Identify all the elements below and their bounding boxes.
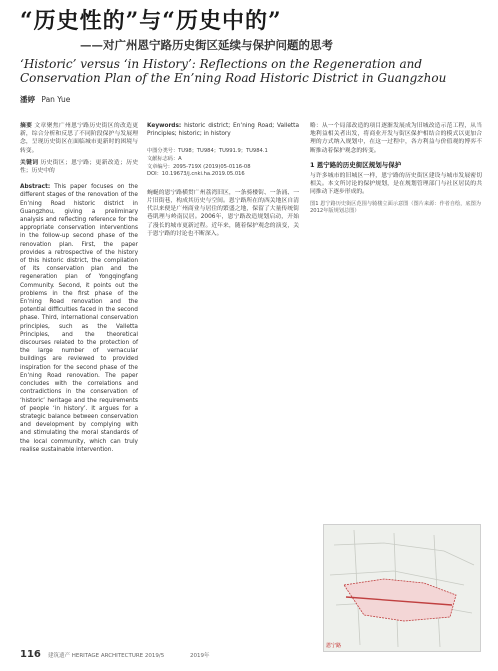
- map-illustration: [324, 525, 480, 651]
- abstract-cn: [20, 122, 138, 155]
- keywords-en-label: Keywords:: [147, 123, 182, 129]
- article-subtitle-cn: ——对广州恩宁路历史街区延续与保护问题的思考: [80, 38, 333, 52]
- abstract-en: [20, 183, 138, 454]
- author-name-cn: 潘婷: [20, 95, 35, 104]
- meta-line: DOI：10.19673/j.cnki.ha.2019.05.016: [147, 171, 245, 178]
- author-name-en: Pan Yue: [41, 95, 71, 104]
- keywords-cn-text: 历史街区；恩宁路；更新改造；历史性；历史中的: [20, 159, 138, 175]
- body-paragraph: 略：从一个局部改造的项目逐渐发展成为旧城改造示范工程，从当地利益相关者出发，将商业开发与街区保护相结合的模式以更加合理的方式纳入规划中，在这一过程中，各方利益与价值观的博弈不断推动着保护观念的转变。: [310, 123, 482, 154]
- keywords-en-text: historic district; En’ning Road; Valletta Principles; historic; in history: [147, 123, 299, 138]
- article-title-cn: “历史性的”与“历史中的”: [20, 8, 282, 34]
- body-paragraph: 与许多城市的旧城区一样，恩宁路的历史街区建设与城市发展密切相关。本文所讨论的保护规划，是在规划管理部门与社区居民的共同推动下逐步形成的。: [310, 173, 482, 196]
- district-map-figure: [323, 524, 481, 652]
- footer-year: 2019年: [190, 653, 210, 659]
- abstract-en-label: Abstract:: [20, 184, 51, 191]
- keywords-cn-label: 关键词: [20, 159, 39, 166]
- abstract-cn-label: 摘要: [20, 123, 33, 129]
- map-label: 恩宁路: [326, 643, 342, 649]
- middle-column: [147, 122, 299, 242]
- meta-line: 文献标志码：A: [147, 156, 182, 162]
- keywords-cn: [20, 159, 138, 175]
- section-heading: 1 恩宁路的历史街区规划与保护: [310, 160, 402, 169]
- meta-line: 文章编号：2095-719X (2019)05-0116-08: [147, 163, 251, 170]
- left-column: [20, 122, 138, 458]
- abstract-cn-text: 文章聚焦广州恩宁路历史街区的改造更新，综合分析和反思了不同阶段保护与发展理念，呈现历史街区在面临城市更新时的困境与转变。: [20, 123, 138, 154]
- page-number: 116: [20, 649, 41, 660]
- abstract-en-text: This paper focuses on the different stages of the renovation of the En’ning Road historic district in Guangzhou, giving a preliminary analysis and reflecting reference for the appropriate conservation interventions in the follow-up second phase of the renovation plan. First, the paper provides a retrospective of the history of this historic district, the compilation of its conservation plan and the regeneration plan of Yongqingfang Community. Second, it points out the problems in the first phase of the En’ning Road renovation and the potential difficulties faced in the second phase. Third, international conservation principles, such as the Valletta Principles, and the theoretical discourses related to the protection of the large number of vernacular buildings are reviewed to provided inspiration for the second phase of the En’ning Road renovation. The paper concludes with the correlations and contradictions in the conservation of ‘historic’ heritage and the requirements of people ‘in history’. It argues for a strategic balance between conservation and development by complying with and stimulating the moral standards of the local community, which can truly realise sustainable intervention.: [20, 184, 139, 453]
- meta-line: 中图分类号：TU98；TU984；TU991.9；TU984.1: [147, 148, 268, 155]
- keywords-en: [147, 122, 299, 138]
- article-title-en: ‘Historic’ versus ‘in History’: Reflections on the Regeneration and Conservation Plan of the En’ning Road Historic District in Guangzhou: [20, 57, 447, 85]
- author-line: [20, 94, 70, 105]
- body-paragraph: 蜿蜒的恩宁路横贯广州荔湾旧区，一条骑楼街、一条涌、一片旧街巷，构成其历史与空间。恩宁路所在的西关地区自清代以来便是广州商业与居住的繁盛之地，保留了大量传统街巷肌理与岭南民居。2006年，恩宁路改造规划启动，开始了漫长的城市更新过程。近年来，随着保护观念的演变，关于恩宁路的讨论也不断深入。: [147, 189, 299, 237]
- page-footer: [20, 649, 482, 661]
- article-metadata: [147, 148, 299, 178]
- journal-name: 建筑遗产 HERITAGE ARCHITECTURE 2019/5: [48, 653, 165, 659]
- right-column: [310, 122, 482, 219]
- figure-caption: 图1 恩宁路历史街区范围与骑楼立面示意图（图片来源：作者自绘，底图为2012年版规划总图）: [310, 200, 481, 214]
